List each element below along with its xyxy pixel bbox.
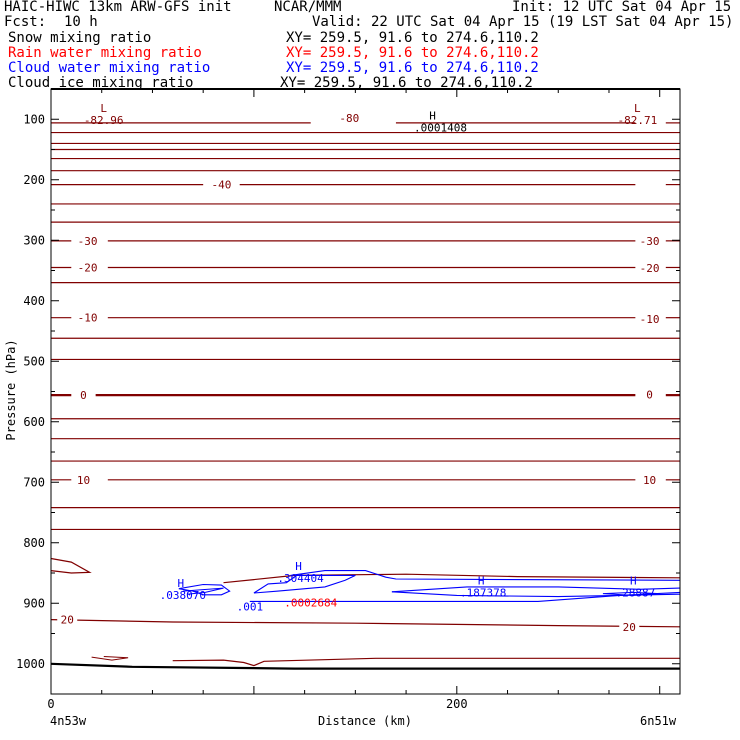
y-axis-title: Pressure (hPa) (4, 339, 18, 441)
cloud-water-maximum-value: .304404 (277, 572, 324, 586)
plot-border (51, 89, 680, 694)
cloud-ice-field-xy: XY= 259.5, 91.6 to 274.6,110.2 (280, 75, 533, 91)
cloud-ice-maximum-value: .0001408 (414, 121, 468, 135)
y-tick-label: 200 (23, 172, 45, 187)
snow-field-xy: XY= 259.5, 91.6 to 274.6,110.2 (286, 30, 539, 46)
plot-frame (51, 89, 680, 694)
org-label: NCAR/MMM (274, 0, 342, 15)
valid-time: Valid: 22 UTC Sat 04 Apr 15 (19 LST Sat 04 Apr 15) (312, 14, 734, 30)
contour-labels (57, 102, 659, 634)
y-tick-label: 800 (23, 535, 45, 550)
cloud-ice-maximum-marker: H (429, 109, 436, 123)
rain-field-xy: XY= 259.5, 91.6 to 274.6,110.2 (286, 45, 539, 61)
y-tick-label: 1000 (16, 656, 45, 671)
x-tick-label: 200 (445, 697, 468, 711)
cloud-water-maximum-value: .28887 (615, 586, 656, 600)
isotherm-label: -30 (77, 234, 98, 248)
isotherm-label: 20 (622, 620, 636, 634)
terrain-line (51, 664, 680, 669)
cloud-water-maximum-marker: H (177, 577, 185, 591)
isotherm-line (51, 559, 90, 574)
y-tick-label: 100 (23, 112, 45, 127)
model-title: HAIC-HIWC 13km ARW-GFS init (4, 0, 232, 15)
isotherm-label: 10 (642, 473, 657, 487)
isotherm-label: -20 (77, 261, 98, 275)
y-tick-label: 300 (23, 233, 45, 248)
cloud-water-field-label: Cloud water mixing ratio (8, 60, 211, 76)
temperature-minimum-value: -82.96 (83, 113, 124, 127)
y-tick-label: 900 (23, 596, 45, 611)
forecast-label: Fcst: (4, 14, 47, 30)
isotherm-label: -10 (639, 312, 660, 326)
left-endpoint-label: 4n53w (50, 714, 87, 728)
init-time: Init: 12 UTC Sat 04 Apr 15 (512, 0, 732, 15)
cloud-ice-field-label: Cloud ice mixing ratio (8, 75, 194, 91)
isotherm-label: 0 (80, 389, 87, 403)
isotherm-label: -20 (639, 262, 660, 276)
y-tick-label: 600 (23, 414, 45, 429)
temperature-minimum-marker: L (100, 101, 108, 115)
rain-field-label: Rain water mixing ratio (8, 45, 202, 61)
isotherm-label: 0 (646, 388, 653, 402)
y-tick-label: 400 (23, 293, 45, 308)
x-axis-title: Distance (km) (318, 714, 412, 728)
isotherm-label: -30 (639, 234, 660, 248)
isotherm-line (92, 657, 129, 661)
cloud-water-maximum-marker: H (630, 574, 637, 588)
cloud-water-contour-label: .001 (236, 600, 264, 614)
isotherm-label: 10 (76, 473, 91, 487)
isotherm-label: -40 (211, 178, 232, 192)
cloud-water-maximum-marker: H (477, 574, 485, 588)
isotherm-label: -80 (339, 112, 360, 126)
isotherm-line (173, 658, 680, 665)
snow-field-label: Snow mixing ratio (8, 30, 152, 46)
isotherm-line (51, 620, 680, 627)
isotherm-label: 20 (60, 613, 74, 627)
temperature-minimum-value: -82.71 (617, 113, 658, 127)
x-axis (47, 89, 659, 711)
rain-maximum-value: .0002684 (284, 596, 338, 610)
right-endpoint-label: 6n51w (640, 714, 677, 728)
forecast-hour: 10 h (64, 14, 98, 30)
cloud-water-maximum-marker: H (295, 560, 302, 574)
y-tick-label: 700 (23, 475, 45, 490)
x-tick-label: 0 (47, 697, 55, 711)
contour-lines (51, 123, 680, 669)
cloud-water-field-xy: XY= 259.5, 91.6 to 274.6,110.2 (286, 60, 539, 76)
y-tick-label: 500 (23, 354, 45, 369)
isotherm-label: -10 (77, 311, 98, 325)
temperature-minimum-marker: L (634, 101, 641, 115)
y-axis (16, 112, 680, 671)
cloud-water-maximum-value: .187378 (459, 586, 507, 600)
cloud-water-maximum-value: .038070 (159, 589, 207, 603)
